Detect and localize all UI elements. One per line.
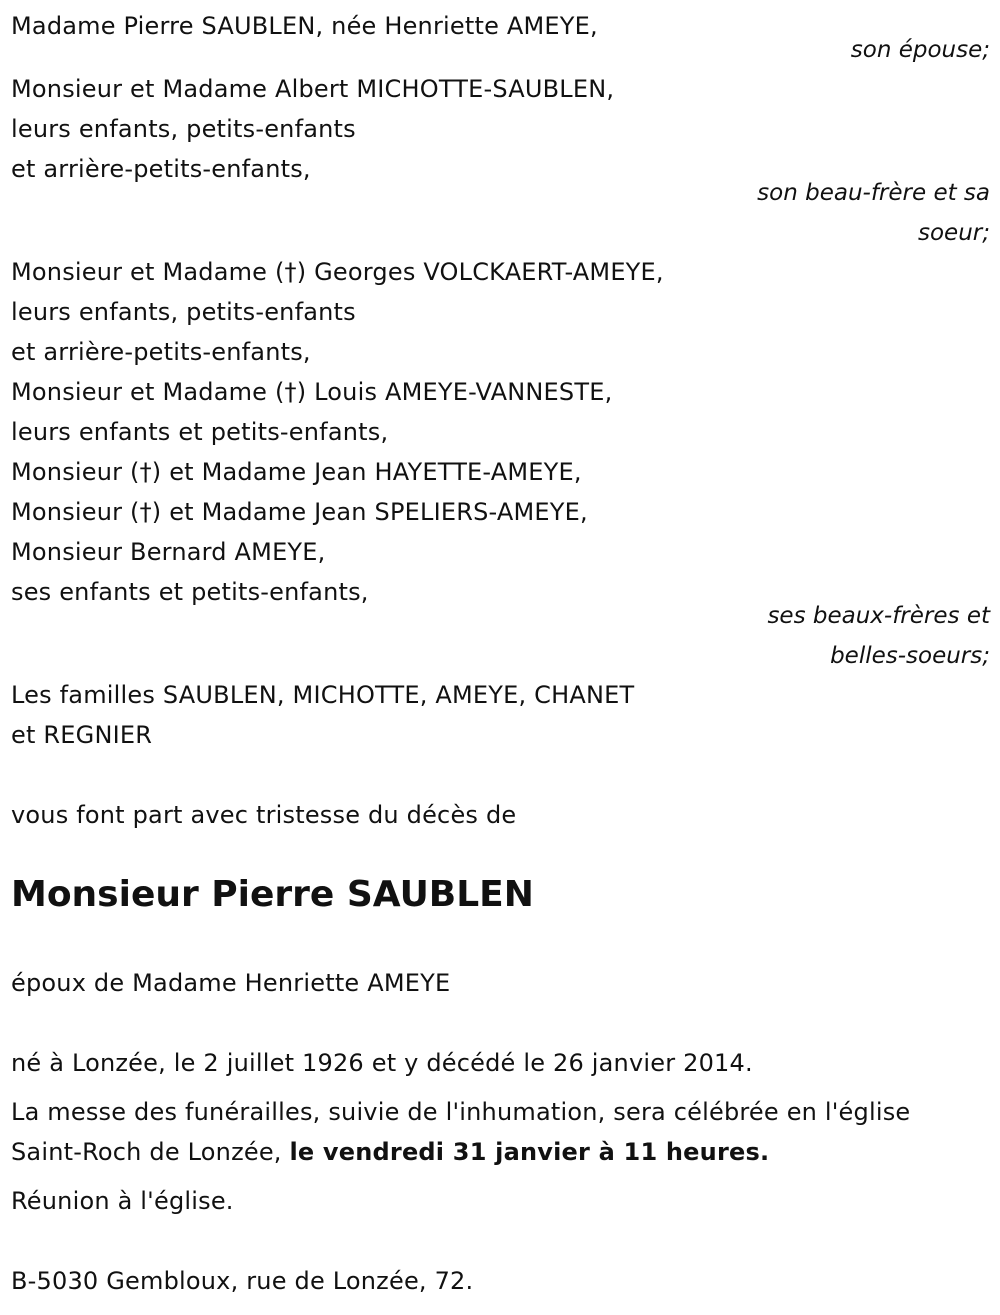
address-text: B-5030 Gembloux, rue de Lonzée, 72. [11,1267,474,1295]
spouse-line: Madame Pierre SAUBLEN, née Henriette AMEYE, [11,12,598,40]
families-line-2: et REGNIER [11,721,153,749]
announcement-text: vous font part avec tristesse du décès de [11,801,517,829]
funeral-datetime: le vendredi 31 janvier à 11 heures. [289,1138,770,1166]
spouse-relation: son épouse; [850,37,990,63]
inlaw-line-8: Monsieur Bernard AMEYE, [11,538,326,566]
inlaw-line-7: Monsieur (†) et Madame Jean SPELIERS-AMEYE, [11,498,588,526]
funeral-line-2 [11,1132,990,1172]
inlaw-relation-2: belles-soeurs; [830,643,990,669]
sister-relation-1: son beau-frère et sa [757,180,990,206]
families-line-1: Les familles SAUBLEN, MICHOTTE, AMEYE, CHANET [11,681,635,709]
sister-line-3: et arrière-petits-enfants, [11,155,311,183]
sister-relation-2: soeur; [918,220,990,246]
inlaw-line-4: Monsieur et Madame (†) Louis AMEYE-VANNESTE, [11,378,613,406]
inlaw-line-2: leurs enfants, petits-enfants [11,298,356,326]
deceased-name: Monsieur Pierre SAUBLEN [11,874,534,915]
inlaw-line-3: et arrière-petits-enfants, [11,338,311,366]
sister-line-1: Monsieur et Madame Albert MICHOTTE-SAUBLEN, [11,75,615,103]
meeting-text: Réunion à l'église. [11,1187,234,1215]
sister-line-2: leurs enfants, petits-enfants [11,115,356,143]
funeral-location: Saint-Roch de Lonzée, [11,1138,290,1166]
spouse-of-text: époux de Madame Henriette AMEYE [11,969,451,997]
inlaw-line-5: leurs enfants et petits-enfants, [11,418,389,446]
birth-death-text: né à Lonzée, le 2 juillet 1926 et y décédé le 26 janvier 2014. [11,1049,753,1077]
funeral-line-1: La messe des funérailles, suivie de l'inhumation, sera célébrée en l'église [11,1098,911,1126]
inlaw-relation-1: ses beaux-frères et [767,603,990,629]
inlaw-line-9: ses enfants et petits-enfants, [11,578,369,606]
inlaw-line-1: Monsieur et Madame (†) Georges VOLCKAERT-AMEYE, [11,258,664,286]
inlaw-line-6: Monsieur (†) et Madame Jean HAYETTE-AMEYE, [11,458,582,486]
